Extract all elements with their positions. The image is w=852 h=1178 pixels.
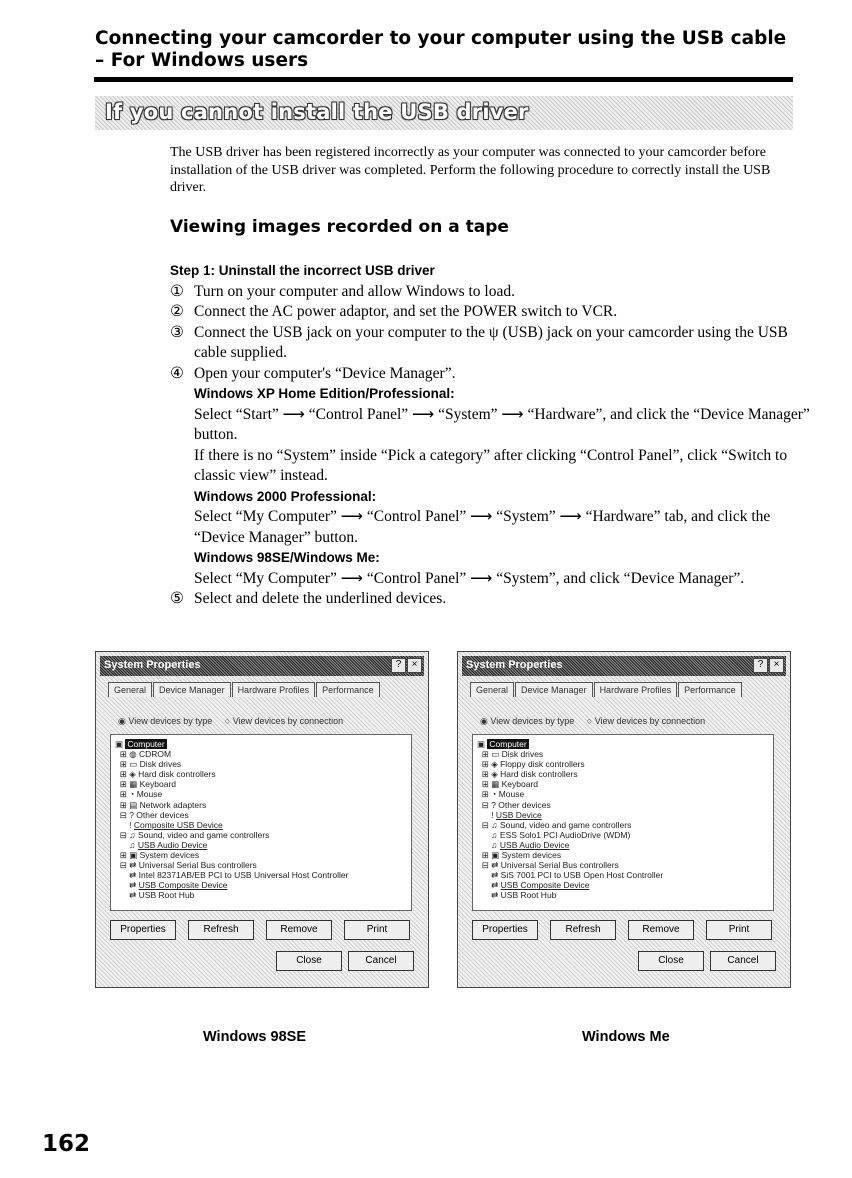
properties-button[interactable]: Properties — [472, 920, 538, 940]
tab-hardware-profiles[interactable]: Hardware Profiles — [594, 682, 678, 697]
action-buttons — [110, 920, 410, 940]
close-button[interactable]: Close — [638, 951, 704, 971]
action-buttons — [472, 920, 772, 940]
tree-item[interactable]: ▣ Computer — [115, 739, 165, 749]
tree-item[interactable]: ⇄ USB Composite Device — [115, 880, 228, 891]
close-icon[interactable]: × — [769, 658, 784, 673]
tab-general[interactable]: General — [108, 682, 152, 697]
tree-item[interactable]: ⊟ ♫ Sound, video and game controllers — [115, 829, 270, 840]
tree-item[interactable]: ⊞ ◔ Mouse — [477, 789, 525, 800]
tree-item[interactable]: ⊞ ▤ Network adapters — [115, 799, 207, 810]
caption-windows-98se: Windows 98SE — [203, 1029, 307, 1045]
tab-bar — [470, 682, 778, 700]
print-button[interactable]: Print — [706, 920, 772, 940]
tree-item[interactable]: ⊞ ◈ Hard disk controllers — [115, 769, 216, 780]
tree-item[interactable]: ! USB Device — [477, 809, 542, 820]
tree-item[interactable]: ⇄ USB Root Hub — [115, 890, 195, 901]
tree-item[interactable]: ⊞ ▣ System devices — [115, 850, 200, 861]
header-line-1: Connecting your camcorder to your computer using the USB cable — [95, 28, 787, 49]
window-titlebar — [462, 656, 786, 676]
help-icon[interactable]: ? — [391, 658, 406, 673]
device-tree-panel — [472, 734, 774, 911]
help-icon[interactable]: ? — [753, 658, 768, 673]
step-item-5: ⑤ Select and delete the underlined devices. — [170, 590, 447, 607]
properties-button[interactable]: Properties — [110, 920, 176, 940]
view-radios — [480, 716, 705, 727]
os-98me — [170, 548, 810, 589]
tab-bar — [108, 682, 416, 700]
section-title: If you cannot install the USB driver — [105, 100, 529, 124]
tree-item[interactable]: ⇄ USB Root Hub — [477, 890, 557, 901]
tree-item[interactable]: ⊞ ▦ Keyboard — [115, 779, 176, 790]
window-titlebar — [100, 656, 424, 676]
header-rule — [94, 77, 793, 82]
tree-item[interactable]: ⊞ ▭ Disk drives — [477, 749, 544, 760]
close-icon[interactable]: × — [407, 658, 422, 673]
os-98me-text: Select “My Computer” ⟶ “Control Panel” ⟶ “System”, and click “Device Manager”. — [194, 569, 745, 587]
tree-item[interactable]: ⊞ ▭ Disk drives — [115, 759, 182, 770]
tree-item[interactable]: ♫ USB Audio Device — [477, 839, 570, 850]
screenshot-windows-me — [457, 651, 791, 988]
step-item-1: ① Turn on your computer and allow Windows to load. — [170, 282, 515, 300]
steps-block — [170, 261, 810, 610]
device-tree-panel — [110, 734, 412, 911]
page-header — [95, 28, 786, 72]
tree-item[interactable]: ⊟ ⇄ Universal Serial Bus controllers — [477, 860, 619, 871]
print-button[interactable]: Print — [344, 920, 410, 940]
os-xp — [170, 384, 810, 487]
tab-performance[interactable]: Performance — [678, 682, 742, 697]
caption-windows-me: Windows Me — [582, 1029, 670, 1045]
remove-button[interactable]: Remove — [628, 920, 694, 940]
os-98me-heading: Windows 98SE/Windows Me: — [194, 550, 380, 565]
os-xp-heading: Windows XP Home Edition/Professional: — [194, 386, 455, 401]
page-number: 162 — [42, 1131, 91, 1157]
radio-by-type[interactable]: ◉ View devices by type — [480, 716, 575, 726]
refresh-button[interactable]: Refresh — [550, 920, 616, 940]
tree-item[interactable]: ⇄ SiS 7001 PCI to USB Open Host Controller — [477, 870, 664, 881]
tab-hardware-profiles[interactable]: Hardware Profiles — [232, 682, 316, 697]
tab-general[interactable]: General — [470, 682, 514, 697]
tab-device-manager[interactable]: Device Manager — [153, 682, 231, 697]
header-line-2: – For Windows users — [95, 50, 309, 71]
tree-item[interactable]: ! Composite USB Device — [115, 819, 223, 830]
os-xp-note: If there is no “System” inside “Pick a category” after clicking “Control Panel”, click “Switch to classic view” instead. — [194, 446, 788, 484]
radio-by-type[interactable]: ◉ View devices by type — [118, 716, 213, 726]
os-2000-text: Select “My Computer” ⟶ “Control Panel” ⟶ “System” ⟶ “Hardware” tab, and click the “Device Manager” button. — [194, 508, 771, 546]
tree-item[interactable]: ⊞ ▦ Keyboard — [477, 779, 538, 790]
window-title: System Properties — [466, 659, 563, 671]
os-2000 — [170, 487, 810, 549]
tree-item[interactable]: ⊞ ◈ Floppy disk controllers — [477, 759, 585, 770]
cancel-button[interactable]: Cancel — [710, 951, 776, 971]
view-radios — [118, 716, 343, 727]
refresh-button[interactable]: Refresh — [188, 920, 254, 940]
tree-item[interactable]: ⇄ Intel 82371AB/EB PCI to USB Universal Host Controller — [115, 870, 349, 881]
tab-device-manager[interactable]: Device Manager — [515, 682, 593, 697]
section-banner — [95, 96, 793, 130]
tree-item[interactable]: ⊞ ▣ System devices — [477, 850, 562, 861]
tree-item[interactable]: ⊟ ⇄ Universal Serial Bus controllers — [115, 860, 257, 871]
remove-button[interactable]: Remove — [266, 920, 332, 940]
tree-item[interactable]: ⊞ ◈ Hard disk controllers — [477, 769, 578, 780]
radio-by-connection[interactable]: ○ View devices by connection — [224, 716, 344, 726]
tree-item[interactable]: ⊟ ? Other devices — [115, 809, 189, 820]
tree-item[interactable]: ⊟ ♫ Sound, video and game controllers — [477, 819, 632, 830]
os-xp-text: Select “Start” ⟶ “Control Panel” ⟶ “System” ⟶ “Hardware”, and click the “Device Manager” button. — [194, 405, 810, 443]
tab-performance[interactable]: Performance — [316, 682, 380, 697]
radio-by-connection[interactable]: ○ View devices by connection — [586, 716, 706, 726]
intro-paragraph: The USB driver has been registered incorrectly as your computer was connected to your camcorder before installation of the USB driver was completed. Perform the following procedure to correctly install the USB driver. — [170, 145, 771, 195]
dialog-buttons — [632, 950, 776, 971]
device-tree — [115, 739, 348, 901]
step-item-2: ② Connect the AC power adaptor, and set the POWER switch to VCR. — [170, 303, 618, 320]
tree-item[interactable]: ▣ Computer — [477, 739, 527, 749]
step-heading: Step 1: Uninstall the incorrect USB driver — [170, 263, 435, 278]
tree-item[interactable]: ⇄ USB Composite Device — [477, 880, 590, 891]
device-tree — [477, 739, 663, 901]
step-item-3: ③ Connect the USB jack on your computer to the ψ (USB) jack on your camcorder using the USB cable supplied. — [170, 323, 788, 361]
step-item-4: ④ Open your computer's “Device Manager”. — [170, 364, 456, 382]
tree-item[interactable]: ⊟ ? Other devices — [477, 799, 551, 810]
os-2000-heading: Windows 2000 Professional: — [194, 488, 377, 504]
close-button[interactable]: Close — [276, 951, 342, 971]
tree-item[interactable]: ♫ USB Audio Device — [115, 839, 208, 850]
dialog-buttons — [270, 950, 414, 971]
window-title: System Properties — [104, 659, 201, 671]
tree-item[interactable]: ♫ ESS Solo1 PCI AudioDrive (WDM) — [477, 829, 631, 840]
tree-item[interactable]: ⊞ ◍ CDROM — [115, 749, 172, 760]
cancel-button[interactable]: Cancel — [348, 951, 414, 971]
subheading: Viewing images recorded on a tape — [170, 217, 509, 237]
screenshot-windows-98se — [95, 651, 429, 988]
tree-item[interactable]: ⊞ ◔ Mouse — [115, 789, 163, 800]
